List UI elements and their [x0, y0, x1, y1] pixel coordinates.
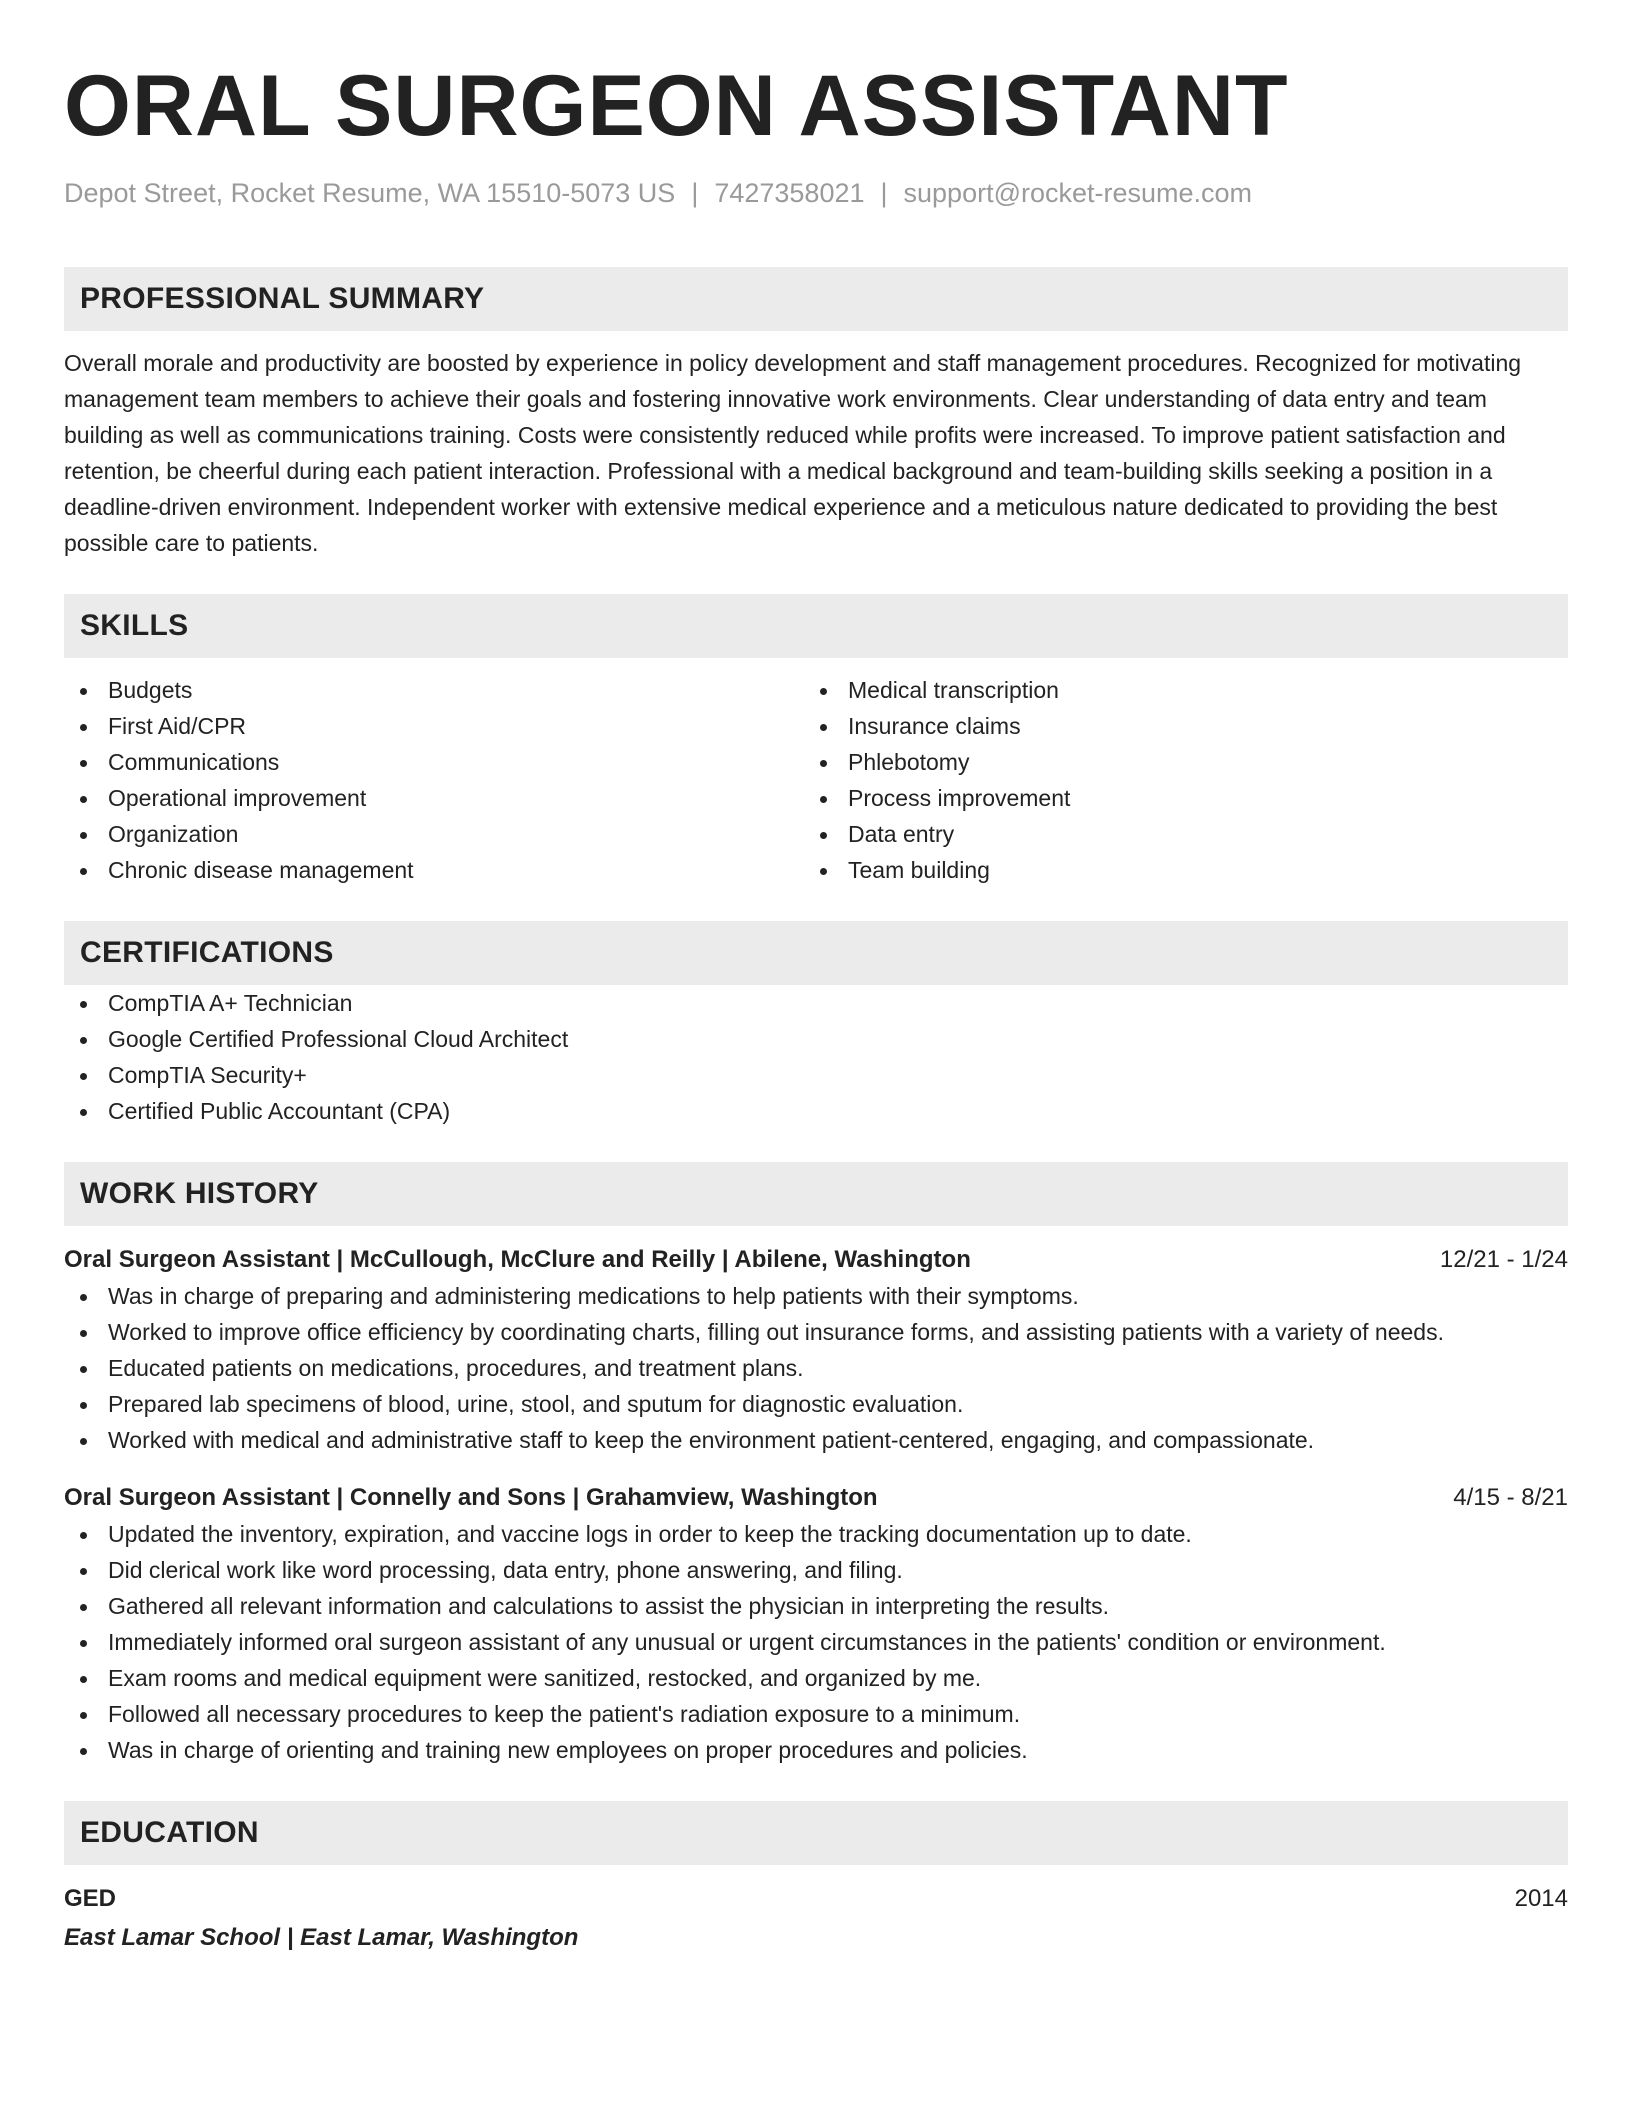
- certifications-section: [64, 921, 1568, 1129]
- skills-right-list: [804, 672, 1544, 888]
- education-degree-row: [64, 1881, 1568, 1917]
- certification-item: Certified Public Accountant (CPA): [64, 1093, 1568, 1129]
- certification-item: CompTIA A+ Technician: [64, 985, 1568, 1021]
- job-duty-item: Gathered all relevant information and calculations to assist the physician in interpreting the results.: [64, 1588, 1568, 1624]
- skills-columns: [64, 672, 1568, 888]
- skills-left-list: [64, 672, 804, 888]
- contact-line: [64, 176, 1568, 210]
- skill-item: Operational improvement: [64, 780, 804, 816]
- skills-section: [64, 594, 1568, 888]
- summary-text: Overall morale and productivity are boosted by experience in policy development and staff management procedures. Recognized for motivating management team members to achieve their goals and fostering innovative work environments. Clear understanding of data entry and team building as well as communications training. Costs were consistently reduced while profits were increased. To improve patient satisfaction and retention, be cheerful during each patient interaction. Professional with a medical background and team-building skills seeking a position in a deadline-driven environment. Independent worker with extensive medical experience and a meticulous nature dedicated to providing the best possible care to patients.: [64, 350, 1522, 556]
- work-history-heading: WORK HISTORY: [64, 1162, 1568, 1226]
- job-duty-item: Updated the inventory, expiration, and vaccine logs in order to keep the tracking documentation up to date.: [64, 1516, 1568, 1552]
- work-history-section: [64, 1162, 1568, 1768]
- skill-item: First Aid/CPR: [64, 708, 804, 744]
- skill-item: Process improvement: [804, 780, 1544, 816]
- summary-heading: PROFESSIONAL SUMMARY: [64, 267, 1568, 331]
- job-duties-list: [64, 1516, 1568, 1768]
- summary-section: [64, 267, 1568, 561]
- contact-address: Depot Street, Rocket Resume, WA 15510-5073 US: [64, 178, 676, 208]
- job-title-row: [64, 1242, 1568, 1278]
- job-dates: 4/15 - 8/21: [1453, 1484, 1568, 1511]
- skill-item: Team building: [804, 852, 1544, 888]
- certifications-heading: CERTIFICATIONS: [64, 921, 1568, 985]
- contact-separator: |: [691, 178, 699, 208]
- skill-item: Organization: [64, 816, 804, 852]
- education-year: 2014: [1514, 1885, 1568, 1912]
- job-duties-list: [64, 1278, 1568, 1458]
- job-title: Oral Surgeon Assistant | McCullough, McClure and Reilly | Abilene, Washington: [64, 1246, 971, 1273]
- contact-separator: |: [880, 178, 888, 208]
- certification-item: Google Certified Professional Cloud Architect: [64, 1021, 1568, 1057]
- certifications-list: [64, 985, 1568, 1129]
- job-entry: [64, 1480, 1568, 1768]
- job-duty-item: Worked with medical and administrative staff to keep the environment patient-centered, engaging, and compassionate.: [64, 1422, 1568, 1458]
- contact-phone: 7427358021: [714, 178, 865, 208]
- contact-email: support@rocket-resume.com: [903, 178, 1253, 208]
- certification-item: CompTIA Security+: [64, 1057, 1568, 1093]
- job-title: Oral Surgeon Assistant | Connelly and Sons | Grahamview, Washington: [64, 1484, 878, 1511]
- skill-item: Data entry: [804, 816, 1544, 852]
- education-heading: EDUCATION: [64, 1801, 1568, 1865]
- job-entry: [64, 1242, 1568, 1458]
- job-duty-item: Exam rooms and medical equipment were sanitized, restocked, and organized by me.: [64, 1660, 1568, 1696]
- education-school: East Lamar School | East Lamar, Washington: [64, 1924, 579, 1951]
- job-dates: 12/21 - 1/24: [1439, 1246, 1568, 1273]
- job-duty-item: Was in charge of preparing and administering medications to help patients with their symptoms.: [64, 1278, 1568, 1314]
- skill-item: Medical transcription: [804, 672, 1544, 708]
- skill-item: Chronic disease management: [64, 852, 804, 888]
- resume-name-title: ORAL SURGEON ASSISTANT: [64, 58, 1289, 154]
- job-duty-item: Educated patients on medications, procedures, and treatment plans.: [64, 1350, 1568, 1386]
- skills-left-column: [64, 672, 804, 888]
- job-duty-item: Immediately informed oral surgeon assistant of any unusual or urgent circumstances in the patients' condition or environment.: [64, 1624, 1568, 1660]
- skill-item: Budgets: [64, 672, 804, 708]
- skill-item: Phlebotomy: [804, 744, 1544, 780]
- job-duty-item: Was in charge of orienting and training new employees on proper procedures and policies.: [64, 1732, 1568, 1768]
- skills-right-column: [804, 672, 1544, 888]
- education-degree: GED: [64, 1885, 117, 1912]
- job-duty-item: Worked to improve office efficiency by coordinating charts, filling out insurance forms, and assisting patients with a variety of needs.: [64, 1314, 1568, 1350]
- job-duty-item: Followed all necessary procedures to keep the patient's radiation exposure to a minimum.: [64, 1696, 1568, 1732]
- job-duty-item: Prepared lab specimens of blood, urine, stool, and sputum for diagnostic evaluation.: [64, 1386, 1568, 1422]
- education-section: [64, 1801, 1568, 1956]
- skills-heading: SKILLS: [64, 594, 1568, 658]
- job-title-row: [64, 1480, 1568, 1516]
- skill-item: Insurance claims: [804, 708, 1544, 744]
- job-duty-item: Did clerical work like word processing, data entry, phone answering, and filing.: [64, 1552, 1568, 1588]
- skill-item: Communications: [64, 744, 804, 780]
